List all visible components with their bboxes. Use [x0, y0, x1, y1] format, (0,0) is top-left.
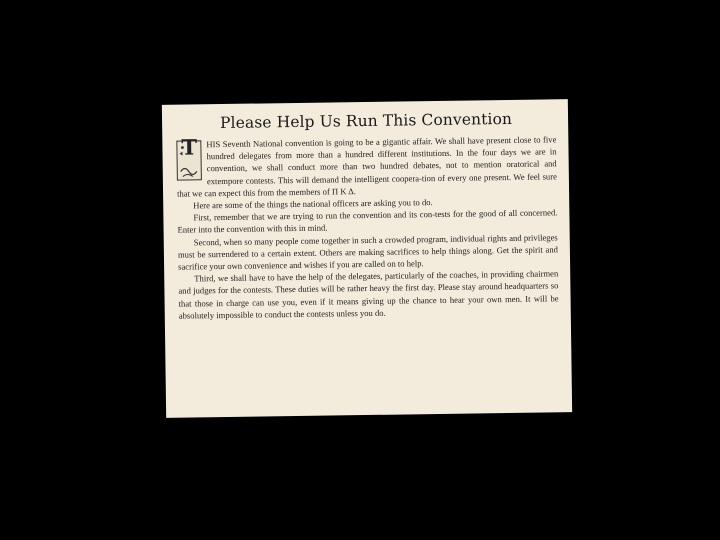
paragraph: First, remember that we are trying to run the convention and its con-tests for the good of all concerned. Enter into the convention with this in mind. [177, 207, 558, 236]
paragraph: Here are some of the things the national officers are asking you to do. [193, 197, 433, 211]
paragraph: Third, we shall have to have the help of the delegates, particularly of the coaches, in providing chairmen and judges for the contests. These duties will be rather heavy the first day. Please stay around headquarters so that those in charge can use you, even if it means giving up the chance to hear your own men. It will be absolutely impossible to conduct the contests unless you do. [178, 268, 559, 321]
paragraph: Second, when so many people come together in such a crowded program, individual rights and privileges must be surrendered to a certain extent. Others are making sacrifices to help things along. Get the spirit and sacrifice your own convenience and wishes if you are called on to help. [177, 231, 558, 272]
first-paragraph [176, 133, 557, 199]
drop-cap-letter: T [181, 134, 198, 160]
scanned-page [162, 99, 572, 418]
first-paragraph-text: Seventh National convention is going to be a gigantic affair. We shall have present close to five hundred delegates from more than a hundred different institutions. In the four days we are in convention, we shall conduct more than two hundred debates, not to mention oratorical and extempore contests. This will demand the intelligent coopera-tion of every one present. We feel sure that we can expect this from the members of Π Κ Δ. [177, 134, 557, 199]
drop-cap-ornament [176, 134, 202, 180]
article-title: Please Help Us Run This Convention [219, 109, 513, 133]
article-body [176, 133, 559, 321]
lead-word: HIS [206, 139, 221, 150]
